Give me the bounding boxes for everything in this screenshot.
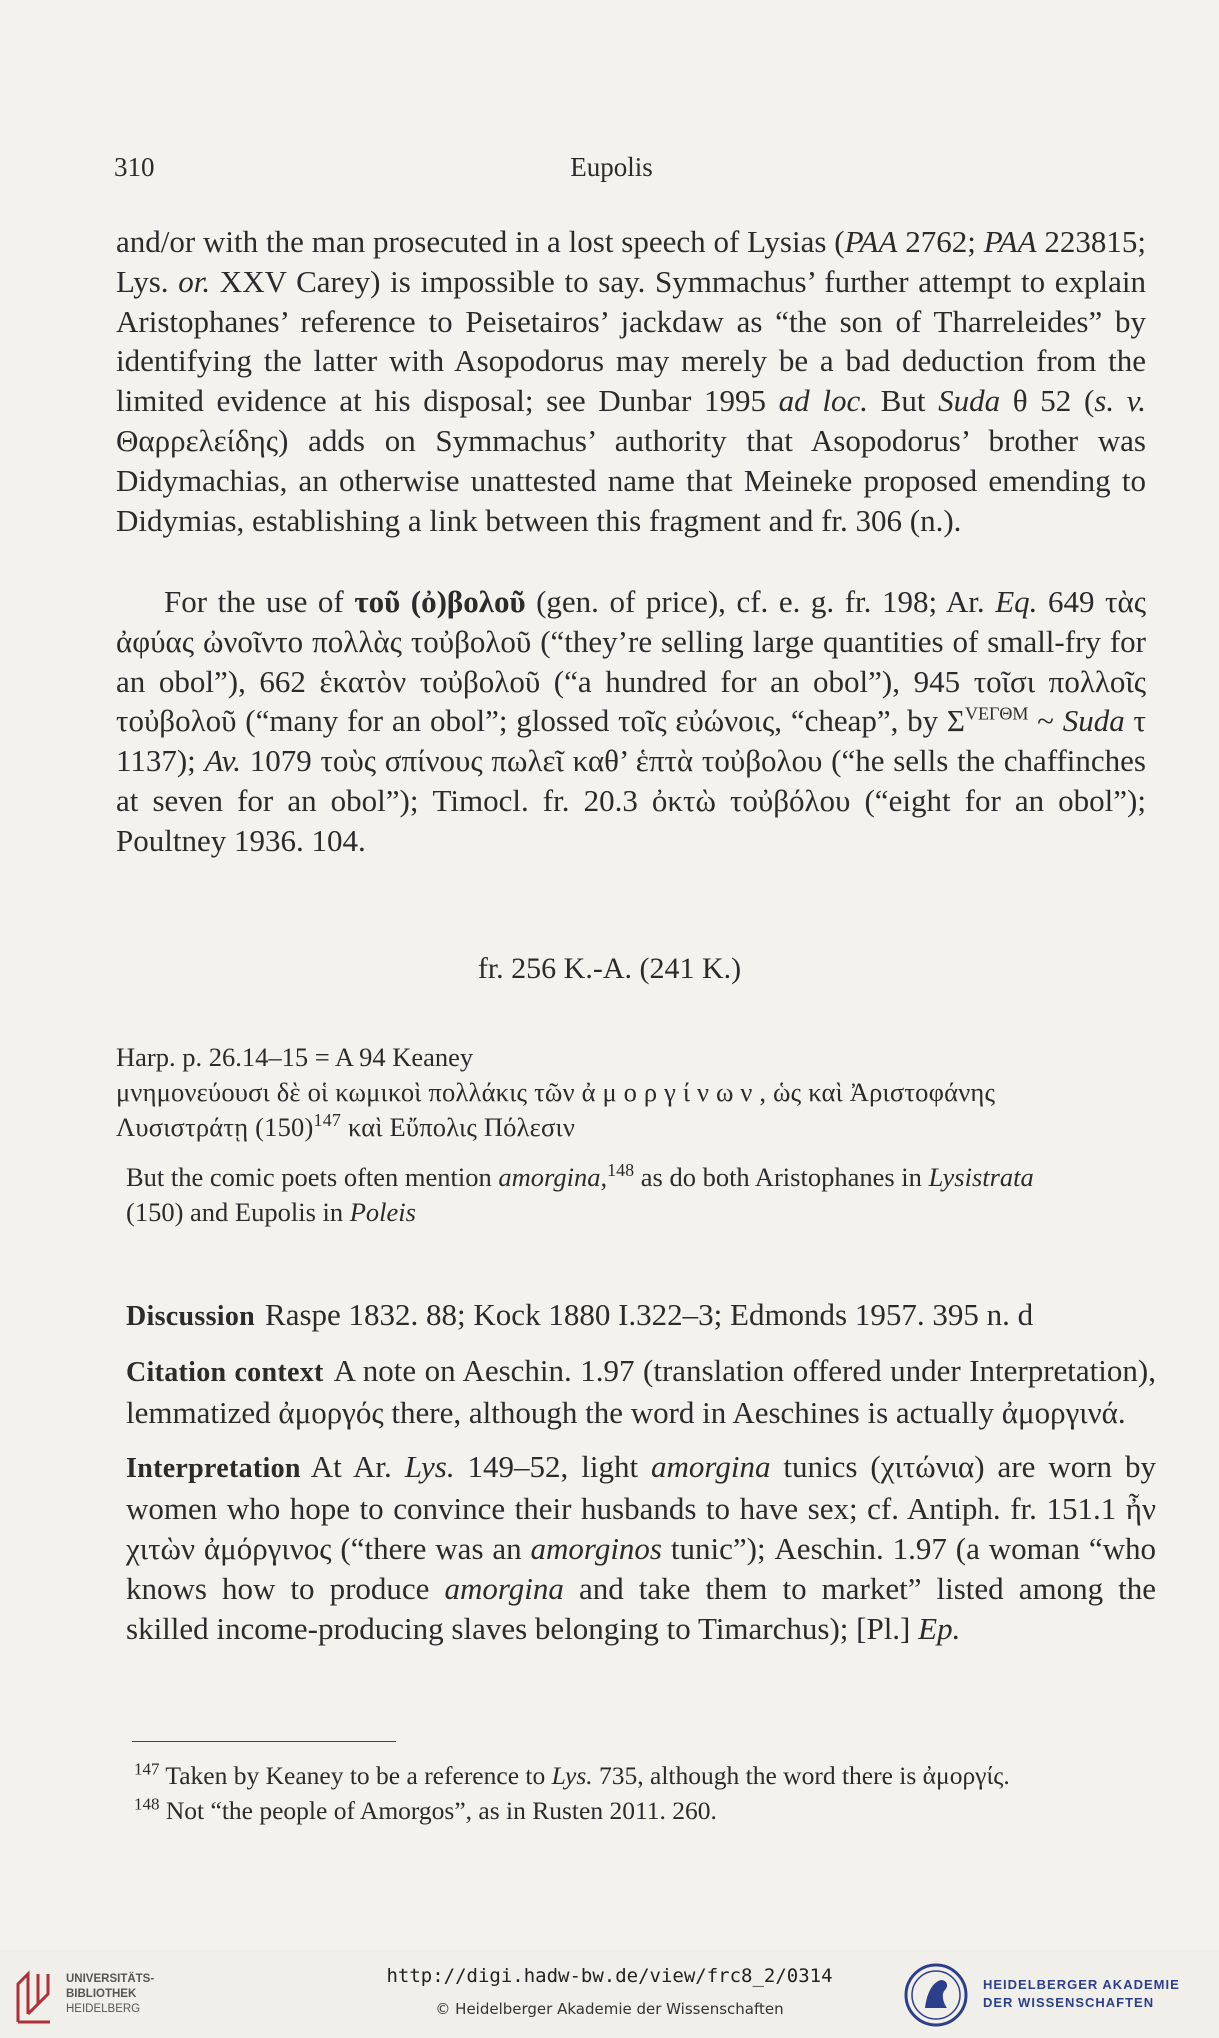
- text-run: 649 τὰς ἀφύας ὠνοῖντο πολλὰς τοὐβολοῦ (“they’re selling large quantities of small-fry for an obol”), 662 ἑκατὸν τοὐβολοῦ (“a hundred for an obol”), 945 τοῖσι πολλοῖς τοὐβολοῦ (“many for an obol”; glossed τοῖς εὐώνοις, “cheap”, by Σ: [116, 584, 1146, 739]
- footnote-text: 735, although the word there is ἀμοργίς.: [592, 1761, 1010, 1790]
- academy-name-line: HEIDELBERGER AKADEMIE: [983, 1977, 1180, 1992]
- bold-run: τοῦ (ὀ)βολοῦ: [354, 584, 526, 619]
- section-label: Citation context: [126, 1357, 324, 1388]
- text-run: 149–52, light: [454, 1449, 652, 1484]
- fragment-heading: [0, 952, 1219, 986]
- page-number: 310: [114, 152, 155, 182]
- text-run: (gen. of price), cf. e. g. fr. 198; Ar.: [525, 584, 996, 619]
- italic-run: Suda: [938, 383, 1001, 419]
- superscript-run: VΕΓΘΜ: [964, 704, 1029, 725]
- italic-run: s. v.: [1094, 383, 1146, 419]
- translation-line-2: [126, 1195, 1156, 1230]
- italic-run: Eq.: [995, 584, 1038, 619]
- footnote-147: [134, 1758, 1156, 1793]
- text-run: 223815; Lys.: [116, 224, 1146, 299]
- academy-name: [983, 1976, 1180, 2012]
- text-run: τ 1137);: [116, 703, 1146, 779]
- source-text: [116, 1040, 1156, 1145]
- discussion-section: [126, 1295, 1156, 1337]
- greek-text: καὶ Εὔπολις Πόλεσιν: [341, 1112, 575, 1142]
- academy-seal-icon: [903, 1962, 969, 2028]
- footnotes: [134, 1758, 1156, 1828]
- citation-context-section: [126, 1351, 1156, 1433]
- fragment-old-number: (241 K.): [639, 952, 742, 985]
- interpretation-section: [126, 1447, 1156, 1649]
- italic-run: Ep.: [918, 1611, 961, 1646]
- text-run: tunic”); Aeschin. 1.97 (a woman “who knows how to produce: [126, 1531, 1156, 1606]
- translation: [126, 1160, 1156, 1230]
- text-run: At Ar.: [310, 1449, 405, 1484]
- copyright-notice: © Heidelberger Akademie der Wissenschaften: [435, 2000, 784, 2018]
- translation-italic: amorgina,: [498, 1162, 608, 1192]
- source-reference: Harp. p. 26.14–15 = A 94 Keaney: [116, 1042, 474, 1072]
- commentary-paragraph-1: [116, 222, 1146, 540]
- fragment-number: fr. 256 K.-A.: [477, 952, 632, 985]
- permalink-url[interactable]: http://digi.hadw-bw.de/view/frc8_2/0314: [386, 1965, 833, 1987]
- library-name-line: BIBLIOTHEK: [66, 1988, 137, 2000]
- section-label: Interpretation: [126, 1453, 301, 1484]
- greek-text: Λυσιστράτῃ (150): [116, 1112, 314, 1142]
- academy-logo[interactable]: [903, 1962, 1203, 2028]
- text-run: For the use of: [164, 584, 355, 619]
- footnote-text: Not “the people of Amorgos”, as in Rusten 2011. 260.: [165, 1796, 717, 1825]
- academy-name-line: DER WISSENSCHAFTEN: [983, 1995, 1155, 2010]
- running-head: [114, 152, 1109, 186]
- text-run: 2762;: [897, 224, 984, 259]
- translation-text: But the comic poets often mention: [126, 1162, 499, 1192]
- text-run: 1079 τοὺς σπίνους πωλεῖ καθ’ ἑπτὰ τοὐβολου (“he sells the chaffinches at seven for an obol”); Timocl. fr. 20.3 ὀκτὼ τοὐβόλου (“eight for an obol”); Poultney 1936. 104.: [116, 743, 1146, 858]
- italic-run: PAA: [983, 224, 1037, 259]
- italic-run: Suda: [1062, 703, 1125, 739]
- footnote-ref[interactable]: 147: [313, 1110, 342, 1131]
- italic-run: Av.: [204, 743, 241, 779]
- italic-run: PAA: [844, 224, 898, 259]
- text-run: ~: [1028, 703, 1063, 739]
- paragraph-text: [116, 222, 1146, 540]
- text-run: Θαρρελείδης) adds on Symmachus’ authority that Asopodorus’ brother was Didymachias, an otherwise unattested name that Meineke proposed emending to Didymias, establishing a link between this fragment and fr. 306 (n.).: [116, 422, 1146, 538]
- text-run: tunics (χιτώνια) are worn by women who hope to convince their husbands to have sex; cf. Antiph. fr. 151.1 ἦν χιτὼν ἀμόργινος (“there was an: [126, 1449, 1157, 1566]
- digitization-footer: [0, 1950, 1219, 2038]
- text-run: θ 52 (: [1000, 383, 1095, 419]
- italic-run: amorginos: [530, 1531, 662, 1566]
- greek-line-1: [116, 1075, 1156, 1110]
- footnote-148: [134, 1793, 1156, 1828]
- greek-text: μνημονεύουσι δὲ οἱ κωμικοὶ πολλάκις τῶν: [116, 1077, 582, 1107]
- section-text: Raspe 1832. 88; Kock 1880 I.322–3; Edmonds 1957. 395 n. d: [265, 1297, 1034, 1332]
- italic-run: or.: [178, 263, 211, 299]
- italic-run: amorgina: [651, 1449, 771, 1484]
- italic-run: ad loc.: [778, 383, 868, 419]
- greek-line-2: [116, 1110, 1156, 1145]
- italic-run: amorgina: [444, 1571, 564, 1606]
- text-run: and/or with the man prosecuted in a lost speech of Lysias (: [116, 224, 845, 259]
- text-run: and take them to market” listed among the skilled income-producing slaves belonging to Timarchus); [Pl.]: [126, 1571, 1156, 1646]
- running-title: Eupolis: [570, 152, 653, 182]
- section-label: Discussion: [126, 1301, 256, 1332]
- translation-italic: Poleis: [349, 1197, 416, 1227]
- footnote-number: 147: [134, 1759, 160, 1779]
- section-text: A note on Aeschin. 1.97 (translation offered under Interpretation), lemmatized ἀμοργός there, although the word in Aeschines is actually ἀμοργινά.: [126, 1353, 1156, 1430]
- greek-text: , ὡς καὶ Ἀριστοφάνης: [759, 1077, 996, 1107]
- text-run: XXV Carey) is impossible to say. Symmachus’ further attempt to explain Aristophanes’ reference to Peisetairos’ jackdaw as “the son of Tharreleides” by identifying the latter with Asopodorus may merely be a bad deduction from the limited evidence at his disposal; see Dunbar 1995: [116, 263, 1147, 419]
- footnote-ref[interactable]: 148: [607, 1160, 635, 1181]
- text-run: But: [867, 383, 939, 419]
- translation-line-1: [126, 1160, 1156, 1195]
- translation-italic: Lysistrata: [928, 1162, 1034, 1192]
- footnote-rule: [132, 1741, 396, 1742]
- library-name-line: HEIDELBERG: [66, 2003, 141, 2015]
- library-name-line: UNIVERSITÄTS-: [66, 1973, 155, 1985]
- translation-text: as do both Aristophanes in: [634, 1162, 929, 1192]
- greek-spaced-word: ἀμοργίνων: [581, 1077, 760, 1107]
- footnote-italic: Lys.: [551, 1761, 593, 1790]
- footnote-number: 148: [134, 1794, 160, 1814]
- discussion-sections: [126, 1295, 1156, 1663]
- paragraph-text: [116, 582, 1146, 861]
- commentary-paragraph-2: [116, 582, 1146, 861]
- footnote-text: Taken by Keaney to be a reference to: [165, 1761, 552, 1790]
- italic-run: Lys.: [404, 1449, 455, 1484]
- translation-text: (150) and Eupolis in: [126, 1197, 350, 1227]
